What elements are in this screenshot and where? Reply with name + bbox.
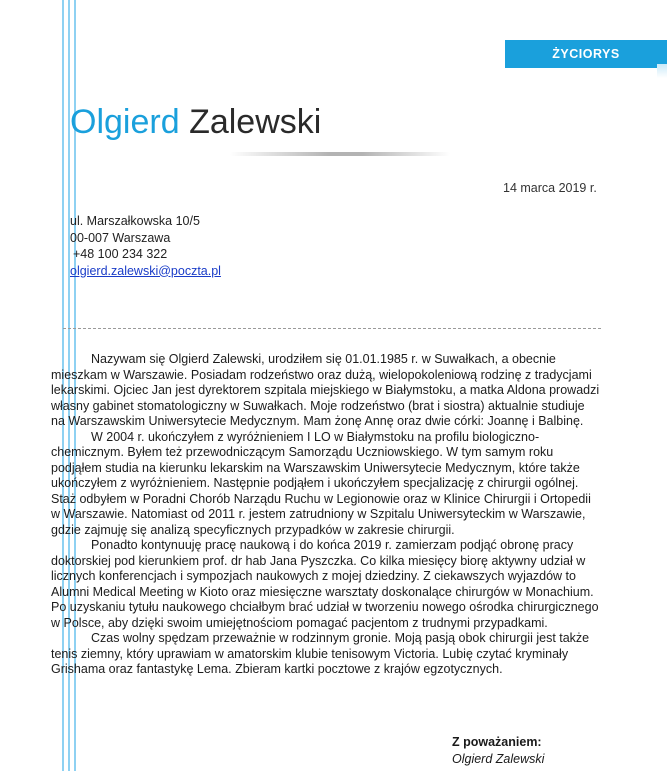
closing-regards: Z poważaniem: [452,735,542,749]
letter-closing [452,734,544,768]
tab-corner-decoration [657,64,667,78]
address-phone: +48 100 234 322 [73,247,168,261]
dashed-divider [63,328,601,329]
letter-paragraph: Ponadto kontynuuję pracę naukową i do końca 2019 r. zamierzam podjąć obronę pracy doktorskiej pod kierunkiem prof. dr hab Jana Pyszczka. Co kilka miesięcy biorę aktywny udział w licznych konferencjach i sympozjach naukowych z mojej dziedziny. Z ciekawszych wyjazdów to Alumni Medical Meeting w Kioto oraz miesięczne warsztaty doskonalące chirurgów w Monachium. Po uzyskaniu tytułu naukowego chciałbym brać udział w tworzeniu nowego ośrodka chirurgicznego w Polsce, aby dzięki swoim umiejętnościom pomagać pacjentom z trudnymi przypadkami. [51,538,599,630]
sender-address [70,213,221,279]
address-city: 00-007 Warszawa [70,230,171,245]
letter-body [51,352,601,678]
name-underline-divider [230,152,450,156]
last-name: Zalewski [189,103,322,141]
letter-paragraph: Nazywam się Olgierd Zalewski, urodziłem się 01.01.1985 r. w Suwałkach, a obecnie mieszkam w Warszawie. Posiadam rodzeństwo oraz dużą, wielopokoleniową rodzinę z tradycjami lekarskimi. Ojciec Jan jest dyrektorem szpitala miejskiego w Białymstoku, a matka Aldona prowadzi własny gabinet stomatologiczny w Suwałkach. Moje rodzeństwo (brat i siostra) aktualnie studiuje na Warszawskim Uniwersytecie Medycznym. Mam żonę Annę oraz dwie córki: Joannę i Balbinę. [51,352,600,428]
letter-date: 14 marca 2019 r. [503,181,597,195]
email-link[interactable]: olgierd.zalewski@poczta.pl [70,263,221,278]
applicant-name [70,102,321,142]
letter-paragraph: W 2004 r. ukończyłem z wyróżnieniem I LO w Białymstoku na profilu biologiczno-chemicznym. Byłem też przewodniczącym Samorządu Uczniowskiego. W tym samym roku podjąłem studia na kierunku lekarskim na Warszawskim Uniwersytecie Medycznym, które także ukończyłem z wyróżnieniem. Następnie podjąłem i ukończyłem specjalizację z chirurgii ogólnej. Staż odbyłem w Poradni Chorób Narządu Ruchu w Legionowie oraz w Klinice Chirurgii i Ortopedii w Warszawie. Natomiast od 2011 r. jestem zatrudniony w Szpitalu Uniwersyteckim w Warszawie, gdzie zajmuję się analizą specyficznych przypadków w zakresie chirurgii. [51,429,591,537]
address-street: ul. Marszałkowska 10/5 [70,214,200,228]
signature-name: Olgierd Zalewski [452,752,545,766]
letter-paragraph: Czas wolny spędzam przeważnie w rodzinnym gronie. Moją pasją obok chirurgii jest także tenis ziemny, który uprawiam w amatorskim klubie tenisowym Victoria. Lubię czytać kryminały Grishama oraz fantastykę Lema. Zbieram kartki pocztowe z krajów egzotycznych. [51,631,590,676]
cv-tab-label: ŻYCIORYS [505,40,667,68]
first-name: Olgierd [70,103,180,141]
